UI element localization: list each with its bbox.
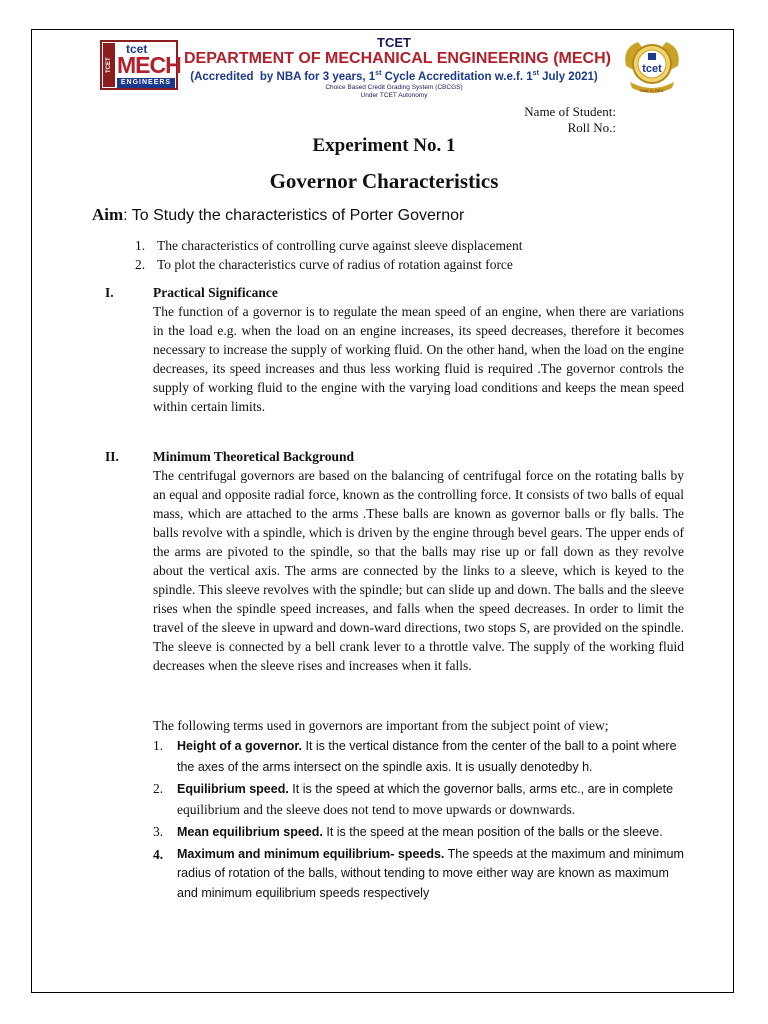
list-item: 3. Mean equilibrium speed. It is the speed at the mean position of the balls or the sleeve. — [153, 824, 663, 839]
section-title: Practical Significance — [153, 285, 278, 300]
objectives-list — [135, 236, 522, 274]
experiment-number: Experiment No. 1 — [312, 135, 456, 156]
aim-label: Aim — [92, 205, 124, 224]
list-item: 1. Height of a governor. It is the vertical distance from the center of the ball to a point where the axes of the arms intersect on the spindle axis. It is usually denotedby h. — [153, 738, 677, 774]
grading-system: Choice Based Credit Grading System (CBCGS) — [325, 83, 463, 91]
logo-vertical-text: TCET — [103, 43, 115, 87]
terms-list — [153, 736, 688, 903]
section-number: I. — [105, 285, 114, 300]
page-title: Governor Characteristics — [269, 169, 499, 193]
theoretical-background-text: The centrifugal governors are based on the balancing of centrifugal force on the rotating balls by an equal and opposite radial force, known as the controlling force. It consists of two balls of equal mass, which are attached to the arms .These balls are known as governor balls or fly balls. The balls revolve with a spindle, which is driven by the engine through bevel gears. The upper ends of the arms are pivoted to the spindle, so that the balls may rise up or fall down as they revolve about the vertical axis. The arms are connected by the links to a sleeve, which is keyed to the spindle. This sleeve revolves with the spindle; but can slide up and down. The balls and the sleeve rises when the spindle speed increases, and falls when the speed decreases. In order to limit the travel of the sleeve in upward and down-ward directions, two stops S, are provided on the spindle. The sleeve is connected by a bell crank lever to a throttle valve. The supply of the working fluid decreases when the sleeve rises and increases when it falls. — [153, 468, 684, 673]
list-item: 4. Maximum and minimum equilibrium- speeds. The speeds at the maximum and minimum radius of rotation of the balls, without tending to move either way are known as maximum and minimum equilibrium speeds respectively — [153, 846, 684, 900]
aim-text: : To Study the characteristics of Porter Governor — [123, 207, 465, 224]
tcet-mech-logo — [100, 40, 181, 90]
tcet-seal-icon — [616, 36, 688, 96]
list-item: 2. To plot the characteristics curve of radius of rotation against force — [135, 257, 513, 272]
logo-main-text: MECH — [117, 52, 181, 78]
page-header — [100, 36, 688, 98]
accreditation-note: (Accredited by NBA for 3 years, 1st Cycle Accreditation w.e.f. 1st July 2021) — [190, 70, 598, 83]
seal-estd: Estd. in 2001 — [640, 88, 664, 93]
term-name: Maximum and minimum equilibrium- speeds. — [177, 846, 445, 861]
term-name: Mean equilibrium speed. — [177, 825, 323, 839]
seal-text: tcet — [642, 63, 662, 75]
list-item: 1. The characteristics of controlling curve against sleeve displacement — [135, 238, 523, 253]
autonomy-note: Under TCET Autonomy — [360, 91, 428, 99]
term-name: Equilibrium speed. — [177, 782, 289, 796]
list-item: 2. Equilibrium speed. It is the speed at which the governor balls, arms etc., are in complete equilibrium and the sleeve does not tend to move upwards or downwards. — [153, 781, 674, 817]
section-title: Minimum Theoretical Background — [153, 449, 355, 464]
roll-number-label: Roll No.: — [567, 120, 616, 135]
student-name-label: Name of Student: — [524, 104, 616, 119]
term-name: Height of a governor. — [177, 739, 303, 753]
department-name: DEPARTMENT OF MECHANICAL ENGINEERING (MECH) — [184, 50, 611, 67]
logo-top-text: tcet — [126, 42, 148, 56]
terms-intro: The following terms used in governors are important from the subject point of view; — [153, 718, 609, 733]
aim-statement — [92, 205, 464, 225]
student-info — [524, 104, 616, 136]
section-number: II. — [105, 449, 119, 464]
institute-name: TCET — [377, 35, 411, 50]
header-text-block — [184, 35, 611, 100]
practical-significance-text: The function of a governor is to regulate the mean speed of an engine, when there are variations in the load e.g. when the load on an engine increases, its speed decreases, therefore it becomes necessary to increase the supply of working fluid. On the other hand, when the load on the engine decreases, its speed increases and thus less working fluid is required .The governor controls the supply of working fluid to the engine with the varying load conditions and keeps the mean speed within certain limits. — [153, 304, 684, 414]
logo-bottom-text: ENGINEERS — [117, 78, 175, 88]
